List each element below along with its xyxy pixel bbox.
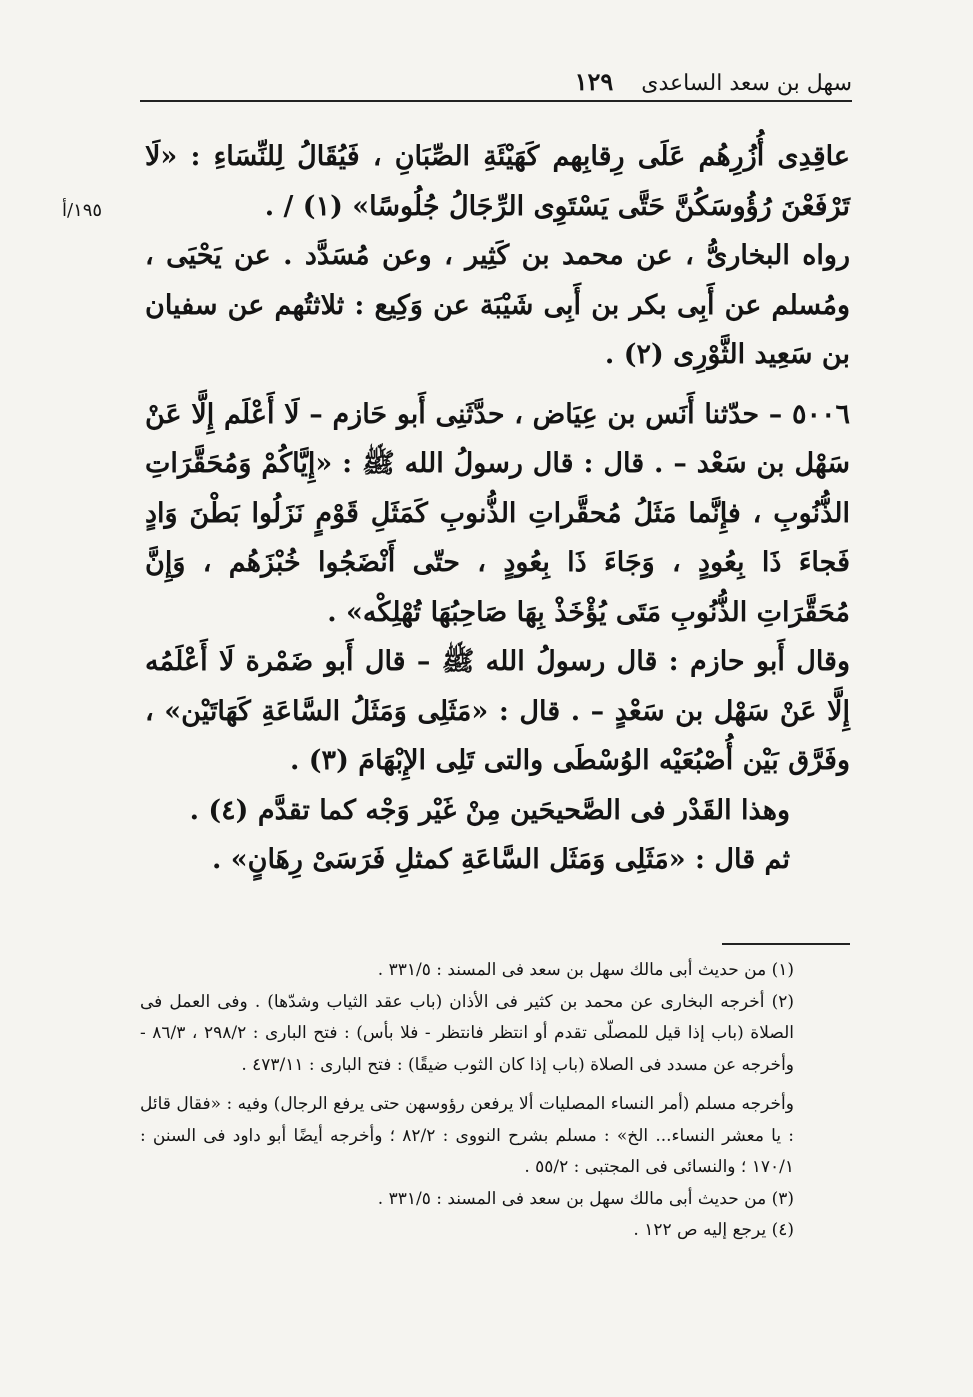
margin-folio-note: ١٩٥/أ [62,200,103,221]
main-text [145,132,850,885]
footnote-3: (٣) من حديث أبى مالك سهل بن سعد فى المسند : ٣٣١/٥ . [377,1188,794,1209]
header-rule [140,100,852,102]
paragraph-6: ثم قال : «مَثَلِى وَمَثَل السَّاعَةِ كمثلِ فَرَسَىْ رِهَانٍ» . [211,844,790,875]
paragraph-5: وهذا القَدْر فى الصَّحيحَين مِنْ غَيْر وَجْه كما تقدَّم (٤) . [189,794,790,826]
footnote-1: (١) من حديث أبى مالك سهل بن سعد فى المسند : ٣٣١/٥ . [377,960,794,980]
page-number: ١٢٩ [574,67,614,96]
footnote-4: (٤) يرجع إليه ص ١٢٢ . [633,1220,794,1240]
hadith-5006: ٥٠٠٦ – حدّثنا أَنَس بن عِيَاض ، حدَّثَنِى أَبو حَازم – لَا أَعْلَم إِلَّا عَنْ سَهْل بن سَعْد – . قال : قال رسولُ الله ﷺ : «إِيَّاكُمْ وَمُحَقَّرَاتِ الذُّنُوبِ ، فإِنَّما مَثَلُ مُحقَّراتِ الذُّنوبِ كَمَثَلِ قَوْمٍ نَزَلُوا بَطْنَ وَادٍ فَجاءَ ذَا بِعُودٍ ، وَجَاءَ ذَا بِعُودٍ ، حتّى أَنْضَجُوا خُبْزَهُم ، وَإِنَّ مُحَقَّرَاتِ الذُّنُوبِ مَتَى يُؤْخَذْ بِهَا صَاحِبُهَا تُهْلِكْه» . [145,398,850,628]
running-title: سهل بن سعد الساعدى [641,71,852,96]
paragraph-4: وقال أَبو حازم : قال رسولُ الله ﷺ – قال أَبو ضَمْرة لَا أَعْلَمُه إِلَّا عَنْ سَهْل بن سَعْدٍ – . قال : «مَثَلِى وَمَثَلُ السَّاعَةِ كَهَاتَيْن» ، وفَرَّق بَيْن أُصْبُعَيْه الوُسْطَى والتى تَلِى الإِبْهَامَ (٣) . [145,646,850,776]
footnote-2: (٢) أخرجه البخارى عن محمد بن كثير فى الأذان (باب عقد الثياب وشدّها) . وفى العمل فى الصلاة (باب إذا قيل للمصلّى تقدم أو انتظر فانتظر - فلا بأس) : فتح البارى : ٢٩٨/٢ ، ٨٦/٣ - وأخرجه عن مسدد فى الصلاة (باب إذا كان الثوب ضيقًا) : فتح البارى : ٤٧٣/١١ . [140,991,795,1075]
footnote-2-continued: وأخرجه مسلم (أمر النساء المصليات ألا يرفعن رؤوسهن حتى يرفع الرجال) وفيه : «فقال قائل : يا معشر النساء... الخ» : مسلم بشرح النووى : ٨٢/٢ ؛ وأخرجه أيضًا أبو داود فى السنن : ١٧٠/١ ؛ والنسائى فى المجتبى : ٥٥/٢ . [140,1094,795,1177]
footnotes [140,955,852,1247]
paragraph-1: عاقِدِى أُزُرِهُم عَلَى رِقابِهم كَهَيْئَةِ الصِّبَانِ ، فَيُقَالُ لِلنِّسَاءِ : «لَا تَرْفَعْنَ رُؤُوسَكُنَّ حَتَّى يَسْتَوِى الرِّجَالُ جُلُوسًا» (١) / . [145,141,850,222]
paragraph-2: رواه البخارىُّ ، عن محمد بن كَثِير ، وعن مُسَدَّد . عن يَحْيَى ، ومُسلم عن أَبِى بكر بن أَبِى شَيْبَة عن وَكِيع : ثلاثتُهم عن سفيان بن سَعِيد الثَّوْرِى (٢) . [145,240,850,370]
footnote-separator [722,943,850,945]
page-header [140,52,852,96]
